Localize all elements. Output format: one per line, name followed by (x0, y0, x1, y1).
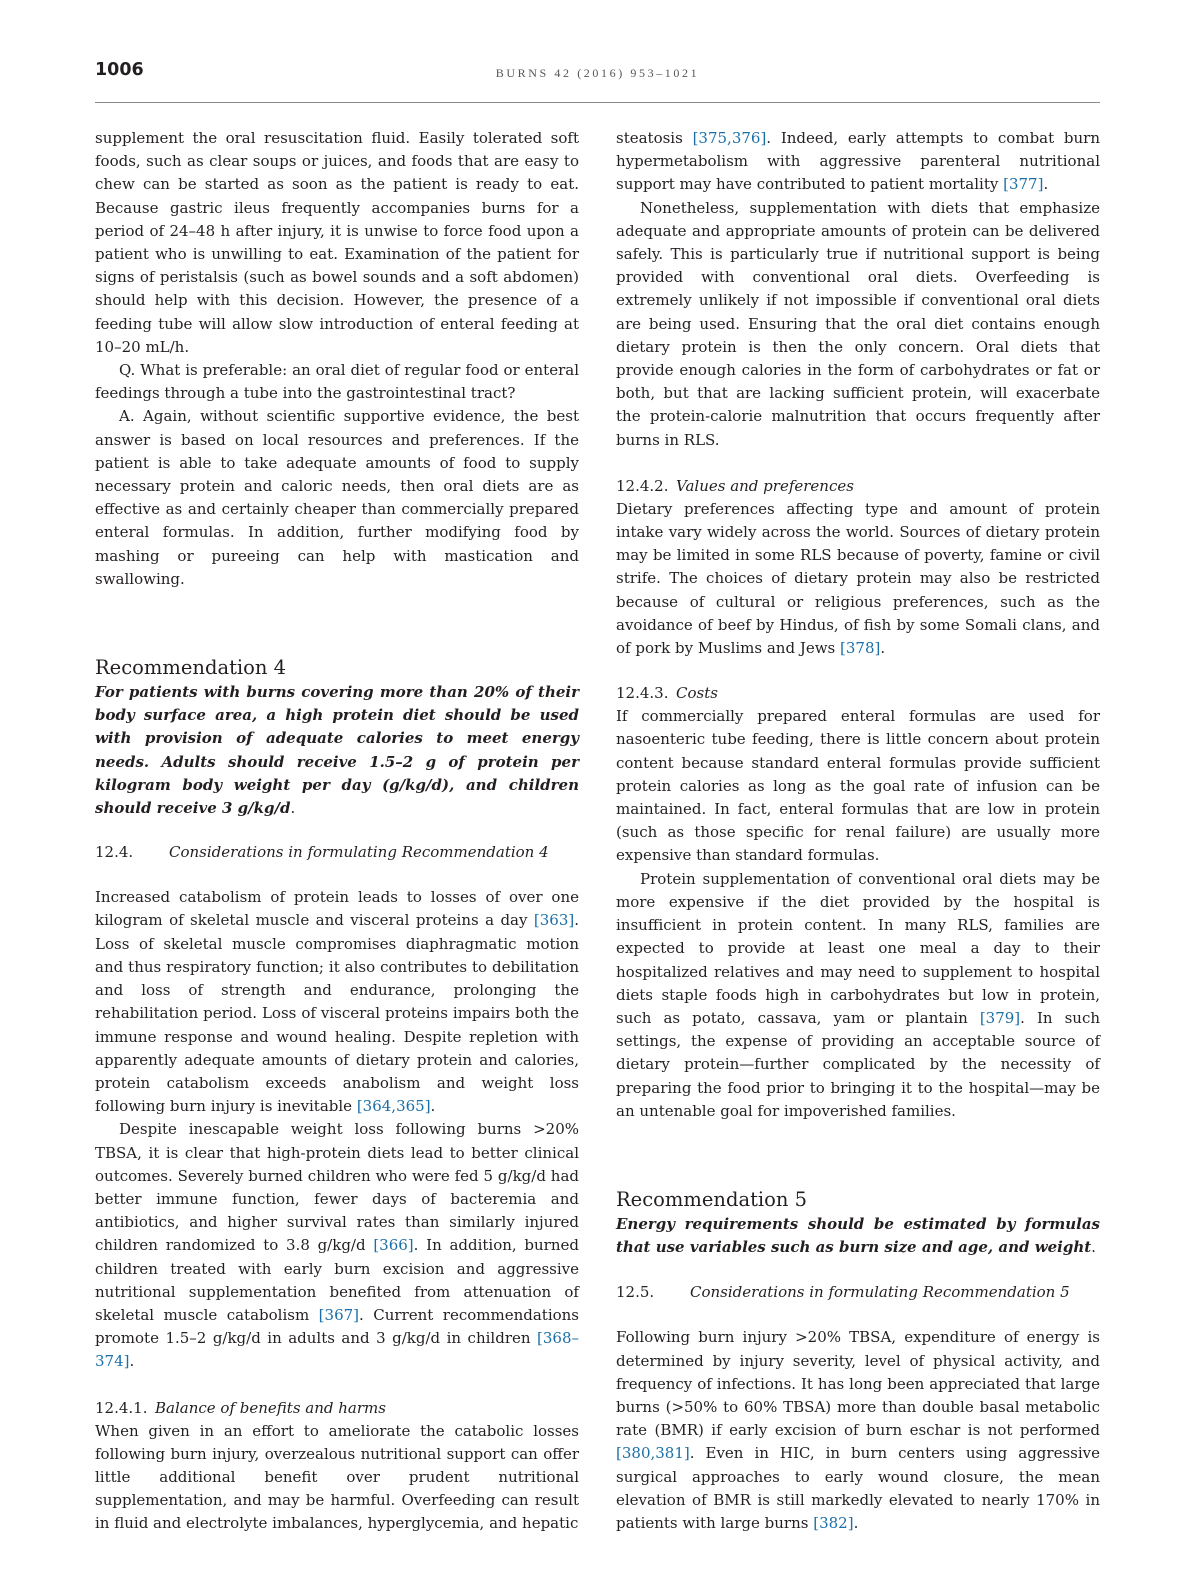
section-heading-12-5: 12.5. Considerations in formulating Recommendation 5 (616, 1283, 1070, 1302)
paragraph: supplement the oral resuscitation fluid. Easily tolerated soft foods, such as clear soups or juices, and foods that are easy to chew can be started as soon as the patient is ready to eat. Because gastric ileus frequently accompanies burns for a period of 24–48 h after injury, it is unwise to force food upon a patient who is unwilling to eat. Examination of the patient for signs of peristalsis (such as bowel sounds and a soft abdomen) should help with this decision. However, the presence of a feeding tube will allow slow introduction of enteral feeding at 10–20 mL/h. (95, 129, 579, 356)
paragraph: Following burn injury >20% TBSA, expenditure of energy is determined by injury severity, level of physical activity, and frequency of infections. It has long been appreciated that large burns (>50% to 60% TBSA) more than double basal metabolic rate (BMR) if early excision of burn eschar is not performed [380,381]. Even in HIC, in burn centers using aggressive surgical approaches to early wound closure, the mean elevation of BMR is still markedly elevated to nearly 170% in patients with large burns [382]. (616, 1328, 1100, 1532)
citation-link[interactable]: [378] (840, 639, 881, 658)
citation-link[interactable]: [380,381] (616, 1444, 690, 1463)
recommendation-4-text: For patients with burns covering more than 20% of their body surface area, a high protein diet should be used with provision of adequate calories to meet energy needs. Adults should receive 1.5–2 g of protein per kilogram body weight per day (g/kg/d), and children should receive 3 g/kg/d. (95, 683, 579, 818)
citation-link[interactable]: [366] (373, 1236, 414, 1255)
citation-link[interactable]: [382] (813, 1513, 854, 1532)
page-number: 1006 (95, 60, 144, 80)
citation-link[interactable]: [379] (979, 1008, 1021, 1027)
citation-link[interactable]: [375,376] (692, 129, 767, 147)
paragraph: Increased catabolism of protein leads to losses of over one kilogram of skeletal muscle and visceral proteins a day [363]. Loss of skeletal muscle compromises diaphragmatic motion and thus respiratory function; it also contributes to debilitation and loss of strength and endurance, prolonging the rehabilitation period. Loss of visceral proteins impairs both the immune response and wound healing. Despite repletion with apparently adequate amounts of dietary protein and calories, protein catabolism exceeds anabolism and weight loss following burn injury is inevitable [364,365]. (95, 888, 579, 1116)
paragraph: Despite inescapable weight loss following burns >20% TBSA, it is clear that high-protein diets lead to better clinical outcomes. Severely burned children who were fed 5 g/kg/d had better immune function, fewer days of bacteremia and antibiotics, and higher survival rates than similarly injured children randomized to 3.8 g/kg/d [366]. In addition, burned children treated with early burn excision and aggressive nutritional supplementation benefited from attenuation of skeletal muscle catabolism [367]. Current recommendations promote 1.5–2 g/kg/d in adults and 3 g/kg/d in children [368–374]. (95, 1120, 580, 1371)
paragraph: Dietary preferences affecting type and amount of protein intake vary widely across the world. Sources of dietary protein may be limited in some RLS because of poverty, famine or civil strife. The choices of dietary protein may also be restricted because of cultural or religious preferences, such as the avoidance of beef by Hindus, of fish by some Somali clans, and of pork by Muslims and Jews [378]. (616, 499, 1100, 658)
left-column (95, 127, 579, 1536)
section-heading-12-4: 12.4. Considerations in formulating Recommendation 4 (95, 843, 549, 862)
paragraph: When given in an effort to ameliorate the catabolic losses following burn injury, overzealous nutritional support can offer little additional benefit over prudent nutritional supplementation, and may be harmful. Overfeeding can result in fluid and electrolyte imbalances, hyperglycemia, and hepatic (95, 1421, 579, 1533)
paragraph: Protein supplementation of conventional oral diets may be more expensive if the diet provided by the hospital is insufficient in protein content. In many RLS, families are expected to provide at least one meal a day to their hospitalized relatives and may need to supplement to hospital diets staple foods high in carbohydrates but low in protein, such as potato, cassava, yam or plantain [379]. In such settings, the expense of providing an acceptable source of dietary protein—further complicated by the necessity of preparing the food prior to bringing it to the hospital—may be an untenable goal for impoverished families. (616, 869, 1100, 1120)
citation-link[interactable]: [364,365] (356, 1097, 431, 1116)
citation-link[interactable]: [377] (1003, 175, 1044, 194)
subsection-heading-12-4-2: 12.4.2. Values and preferences (616, 476, 854, 495)
paragraph: Q. What is preferable: an oral diet of regular food or enteral feedings through a tube into the gastrointestinal tract? (95, 361, 579, 403)
paragraph: Nonetheless, supplementation with diets that emphasize adequate and appropriate amounts of protein can be delivered safely. This is particularly true if nutritional support is being provided with conventional oral diets. Overfeeding is extremely unlikely if not impossible if conventional oral diets are being used. Ensuring that the oral diet contains enough dietary protein is then the only concern. Oral diets that provide enough calories in the form of carbohydrates or fat or both, but that are lacking sufficient protein, will exacerbate the protein-calorie malnutrition that occurs frequently after burns in RLS. (616, 198, 1100, 449)
subsection-heading-12-4-3: 12.4.3. Costs (616, 684, 718, 703)
citation-link[interactable]: [363] (533, 911, 575, 930)
paragraph: A. Again, without scientific supportive evidence, the best answer is based on local resources and preferences. If the patient is able to take adequate amounts of food to supply necessary protein and caloric needs, then oral diets are as effective as and certainly cheaper than commercially prepared enteral formulas. In addition, further modifying food by mashing or pureeing can help with mastication and swallowing. (95, 407, 579, 588)
paragraph: steatosis [375,376]. Indeed, early attempts to combat burn hypermetabolism with aggressive parenteral nutritional support may have contributed to patient mortality [377]. (616, 129, 1100, 194)
citation-link[interactable]: [368–374] (95, 1329, 579, 1371)
recommendation-5-heading: Recommendation 5 (616, 1187, 808, 1211)
recommendation-5-text: Energy requirements should be estimated by formulas that use variables such as burn size and age, and weight. (616, 1214, 1100, 1257)
citation-link[interactable]: [367] (318, 1305, 360, 1324)
subsection-heading-12-4-1: 12.4.1. Balance of benefits and harms (95, 1398, 386, 1417)
recommendation-4-heading: Recommendation 4 (95, 656, 287, 680)
page-header (95, 56, 1100, 103)
paragraph: If commercially prepared enteral formulas are used for nasoenteric tube feeding, there is little concern about protein content because standard enteral formulas provide sufficient protein calories as long as the goal rate of infusion can be maintained. In fact, enteral formulas that are low in protein (such as those specific for renal failure) are usually more expensive than standard formulas. (616, 707, 1100, 865)
journal-citation: BURNS 42 (2016) 953–1021 (495, 66, 700, 80)
right-column (616, 127, 1100, 1535)
